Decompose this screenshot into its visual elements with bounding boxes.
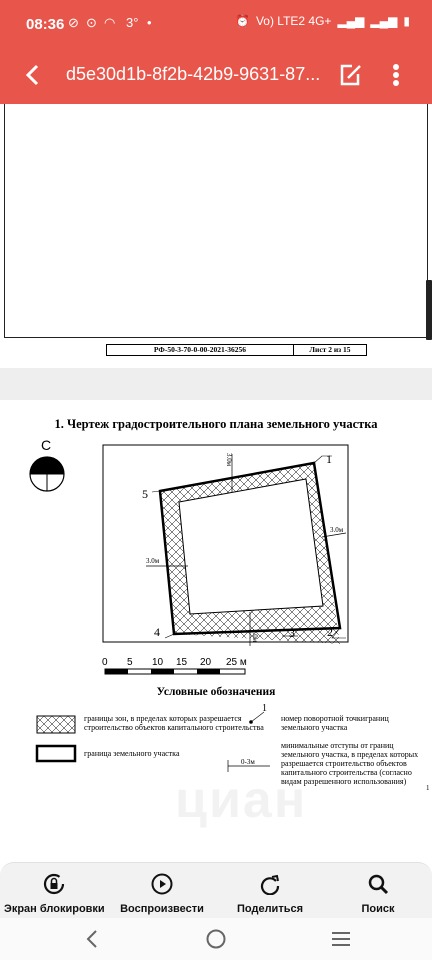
signal-icon: ▂▄▆ [337, 14, 365, 28]
legend-zone-text: границы зон, в пределах которых разрешается строительство объектов капитального строительства [84, 714, 264, 732]
point-label: 3 [289, 626, 295, 640]
scale-label: 10 [152, 657, 164, 668]
share-button[interactable] [220, 873, 320, 915]
lock-screen-button[interactable] [4, 873, 104, 915]
nav-back-icon[interactable] [82, 928, 102, 950]
point-label: 2 [327, 625, 333, 639]
compass-north-letter: С [41, 437, 52, 453]
play-label: Воспроизвести [120, 903, 204, 915]
status-right [235, 14, 410, 28]
legend-point-sample: 1 [262, 703, 267, 714]
scale-label: 25 м [226, 657, 247, 668]
legend-boundary-text: граница земельного участка [84, 749, 180, 758]
scrollbar-thumb[interactable] [426, 280, 432, 340]
scale-label: 0 [102, 657, 108, 668]
nav-recents-icon[interactable] [330, 929, 352, 949]
setback-label: 3.0м [146, 557, 160, 565]
back-arrow-icon[interactable] [18, 60, 48, 90]
share-label: Поделиться [236, 903, 304, 915]
network-label: Vo) LTE2 4G+ [255, 14, 332, 28]
temperature: 3° [126, 15, 139, 30]
lock-screen-icon [43, 873, 65, 895]
bottom-action-bar [0, 862, 432, 919]
watermark: циан [175, 771, 308, 829]
play-icon [151, 873, 173, 895]
setback-label: 3.0м [330, 526, 344, 534]
check-circle-icon: ⊙ [86, 15, 97, 30]
alarm-icon: ⏰ [235, 14, 250, 28]
scale-label: 20 [200, 657, 212, 668]
legend-setback-text: минимальные отступы от границ земельного участка, в пределах которых разрешается строительство объектов капитального строительства (согласно видам разрешенного использования) [281, 741, 419, 786]
point-label: 4 [154, 625, 160, 639]
nav-home-icon[interactable] [205, 928, 227, 950]
check-circle-icon: ⊘ [68, 15, 79, 30]
legend-footnote: 1 [426, 784, 430, 792]
page-frame [4, 104, 428, 338]
legend-zone-swatch [37, 716, 75, 733]
scale-label: 5 [127, 657, 133, 668]
page-separator [0, 368, 432, 400]
dot-icon: • [147, 15, 152, 30]
legend-title: Условные обозначения [156, 686, 276, 698]
search-label: Поиск [361, 903, 395, 915]
setback-label: 3.0м [251, 629, 259, 643]
title-block-stamp [106, 344, 367, 356]
legend-point-text: номер поворотной точкиграниц земельного участка [281, 714, 389, 732]
scale-label: 15 [176, 657, 188, 668]
setback-label: 3.0м [225, 453, 233, 467]
legend-setback-sample: 0-3м [241, 758, 255, 766]
battery-icon: ▮ [403, 14, 410, 28]
document-title: d5e30d1b-8f2b-42b9-9631-87... [66, 64, 321, 84]
document-page-previous [0, 104, 432, 368]
sheet-number: Лист 2 из 15 [309, 345, 351, 354]
status-bar [0, 0, 432, 48]
system-nav-bar [0, 918, 432, 960]
share-icon [259, 873, 281, 895]
wifi-icon: ◠ [104, 15, 116, 30]
signal-icon: ▂▄▆ [370, 14, 398, 28]
play-button[interactable] [112, 873, 212, 915]
legend-boundary-swatch [37, 746, 75, 761]
status-time: 08:36 [26, 16, 65, 33]
point-label: 1 [326, 452, 332, 466]
search-button[interactable] [328, 873, 428, 915]
lock-screen-label: Экран блокировки [4, 903, 105, 915]
app-bar [0, 48, 432, 104]
drawing-heading: 1. Чертеж градостроительного плана земельного участка [54, 417, 378, 431]
edit-icon[interactable] [336, 60, 364, 90]
more-vertical-icon[interactable] [386, 60, 406, 90]
point-label: 5 [142, 487, 148, 501]
search-icon [367, 873, 389, 895]
stamp-number: РФ-50-3-70-0-00-2021-36256 [107, 345, 294, 355]
